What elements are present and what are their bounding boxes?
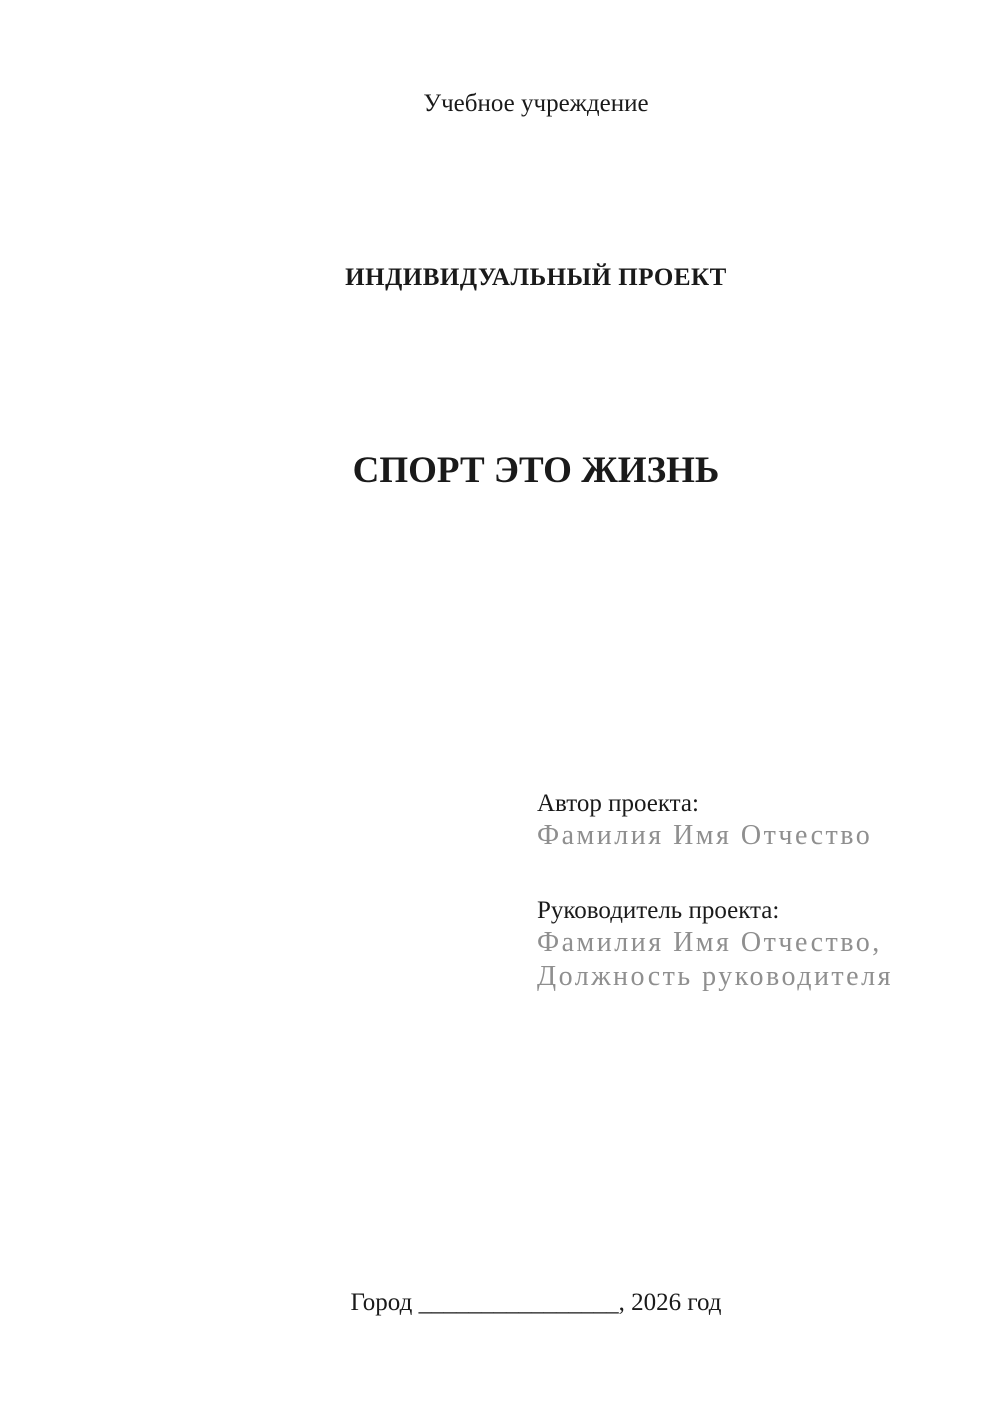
supervisor-name-placeholder: Фамилия Имя Отчество,: [537, 927, 882, 958]
supervisor-label: Руководитель проекта:: [537, 897, 780, 924]
author-block: [537, 788, 893, 853]
credits-block: [537, 788, 893, 1036]
supervisor-position-placeholder: Должность руководителя: [537, 961, 893, 992]
city-blank-line: ________________: [418, 1289, 619, 1316]
project-type-heading: ИНДИВИДУАЛЬНЫЙ ПРОЕКТ: [345, 264, 727, 291]
footer-year: , 2026 год: [618, 1289, 722, 1316]
supervisor-block: [537, 895, 893, 994]
institution-name: Учебное учреждение: [423, 90, 649, 117]
author-name-placeholder: Фамилия Имя Отчество: [537, 820, 873, 851]
city-year-line: [143, 1288, 929, 1318]
author-label: Автор проекта:: [537, 790, 699, 817]
project-title: СПОРТ ЭТО ЖИЗНЬ: [352, 450, 720, 491]
footer-city-label: Город: [350, 1289, 413, 1316]
